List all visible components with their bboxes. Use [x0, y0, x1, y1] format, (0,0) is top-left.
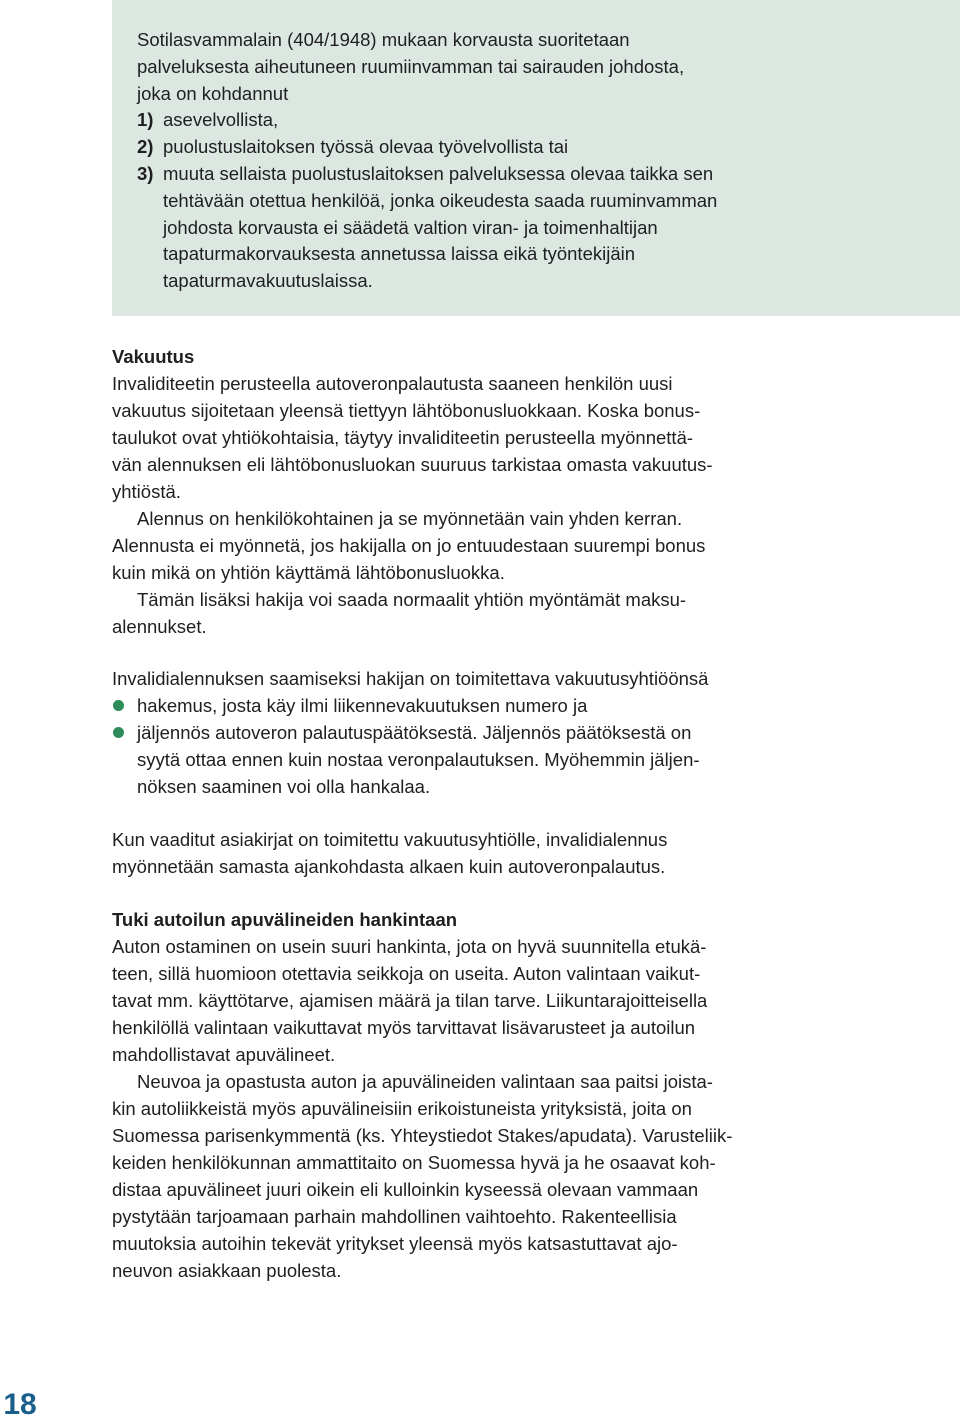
section-heading: Vakuutus: [112, 346, 195, 367]
paragraph-line: neuvon asiakkaan puolesta.: [112, 1260, 342, 1281]
bullet-icon: [113, 727, 124, 738]
paragraph-line: Alennusta ei myönnetä, jos hakijalla on jo entuudestaan suurempi bonus: [112, 535, 706, 556]
paragraph-line: Invaliditeetin perusteella autoveronpalautusta saaneen henkilön uusi: [112, 373, 673, 394]
list-item-text: hakemus, josta käy ilmi liikennevakuutuksen numero ja: [137, 695, 588, 716]
item-text: tapaturmavakuutuslaissa.: [163, 270, 373, 292]
paragraph-line: Invalidialennuksen saamiseksi hakijan on toimitettava vakuutusyhtiöönsä: [112, 668, 709, 689]
paragraph-line: Neuvoa ja opastusta auton ja apuvälineiden valintaan saa paitsi joista-: [137, 1071, 713, 1092]
section-tuki: [112, 906, 822, 1284]
item-text: asevelvollista,: [163, 109, 279, 131]
list-item: [112, 719, 822, 746]
paragraph-line: Suomessa parisenkymmentä (ks. Yhteystiedot Stakes/apudata). Varusteliik-: [112, 1125, 733, 1146]
section-vakuutus: [112, 343, 822, 640]
paragraph-line: vän alennuksen eli lähtöbonusluokan suuruus tarkistaa omasta vakuutus-: [112, 454, 713, 475]
closing-paragraph: [112, 826, 822, 880]
infobox-item-2: [137, 134, 940, 161]
infobox-line: Sotilasvammalain (404/1948) mukaan korvausta suoritetaan: [137, 29, 630, 50]
item-text: tapaturmakorvauksesta annetussa laissa eikä työntekijäin: [163, 243, 636, 265]
section-heading: Tuki autoilun apuvälineiden hankintaan: [112, 909, 458, 930]
paragraph-line: Auton ostaminen on usein suuri hankinta, jota on hyvä suunnitella etukä-: [112, 936, 707, 957]
paragraph-line: muutoksia autoihin tekevät yritykset yleensä myös katsastuttavat ajo-: [112, 1233, 678, 1254]
list-item: [112, 692, 822, 719]
paragraph-line: mahdollistavat apuvälineet.: [112, 1044, 336, 1065]
paragraph-line: Kun vaaditut asiakirjat on toimitettu vakuutusyhtiölle, invalidialennus: [112, 829, 668, 850]
paragraph-line: henkilöllä valintaan vaikuttavat myös tarvittavat lisävarusteet ja autoilun: [112, 1017, 696, 1038]
paragraph-line: tavat mm. käyttötarve, ajamisen määrä ja tilan tarve. Liikuntarajoitteisella: [112, 990, 708, 1011]
list-item-text: jäljennös autoveron palautuspäätöksestä. Jäljennös päätöksestä on: [137, 722, 692, 743]
item-text: tehtävään otettua henkilöä, jonka oikeudesta saada ruuminvamman: [163, 189, 718, 211]
item-text: johdosta korvausta ei säädetä valtion viran- ja toimenhaltijan: [163, 216, 658, 238]
paragraph-line: Alennus on henkilökohtainen ja se myönnetään vain yhden kerran.: [137, 508, 683, 529]
infobox-item-3: [137, 161, 940, 188]
item-text: puolustuslaitoksen työssä olevaa työvelvollista tai: [163, 136, 569, 158]
paragraph-line: teen, sillä huomioon otettavia seikkoja on useita. Auton valintaan vaikut-: [112, 963, 701, 984]
infobox-line: joka on kohdannut: [137, 82, 289, 104]
item-number: 1): [137, 109, 154, 131]
paragraph-line: Tämän lisäksi hakija voi saada normaalit yhtiön myöntämät maksu-: [137, 589, 687, 610]
item-text: muuta sellaista puolustuslaitoksen palveluksessa olevaa taikka sen: [163, 162, 714, 184]
infobox-line: palveluksesta aiheutuneen ruumiinvamman tai sairauden johdosta,: [137, 55, 685, 77]
list-item-text: syytä ottaa ennen kuin nostaa veronpalautuksen. Myöhemmin jäljen-: [137, 749, 700, 770]
paragraph-line: pystytään tarjoamaan parhain mahdollinen vaihtoehto. Rakenteellisia: [112, 1206, 677, 1227]
paragraph-line: myönnetään samasta ajankohdasta alkaen kuin autoveronpalautus.: [112, 856, 666, 877]
page-number: 18: [3, 1388, 37, 1421]
bullet-icon: [113, 700, 124, 711]
paragraph-line: vakuutus sijoitetaan yleensä tiettyyn lähtöbonusluokkaan. Koska bonus-: [112, 400, 701, 421]
paragraph-line: kuin mikä on yhtiön käyttämä lähtöbonusluokka.: [112, 562, 505, 583]
list-item-text: nöksen saaminen voi olla hankalaa.: [137, 776, 431, 797]
item-number: 3): [137, 162, 154, 184]
paragraph-line: yhtiöstä.: [112, 481, 181, 502]
paragraph-line: keiden henkilökunnan ammattitaito on Suomessa hyvä ja he osaavat koh-: [112, 1152, 716, 1173]
infobox-item-1: [137, 107, 940, 134]
section-invalidialennus: [112, 665, 822, 800]
legal-info-box: [112, 0, 960, 316]
paragraph-line: kin autoliikkeistä myös apuvälineisiin erikoistuneista yrityksistä, joita on: [112, 1098, 692, 1119]
paragraph-line: taulukot ovat yhtiökohtaisia, täytyy invaliditeetin perusteella myönnettä-: [112, 427, 694, 448]
paragraph-line: alennukset.: [112, 616, 207, 637]
item-number: 2): [137, 136, 154, 158]
paragraph-line: distaa apuvälineet juuri oikein eli kulloinkin kyseessä olevaan vammaan: [112, 1179, 699, 1200]
